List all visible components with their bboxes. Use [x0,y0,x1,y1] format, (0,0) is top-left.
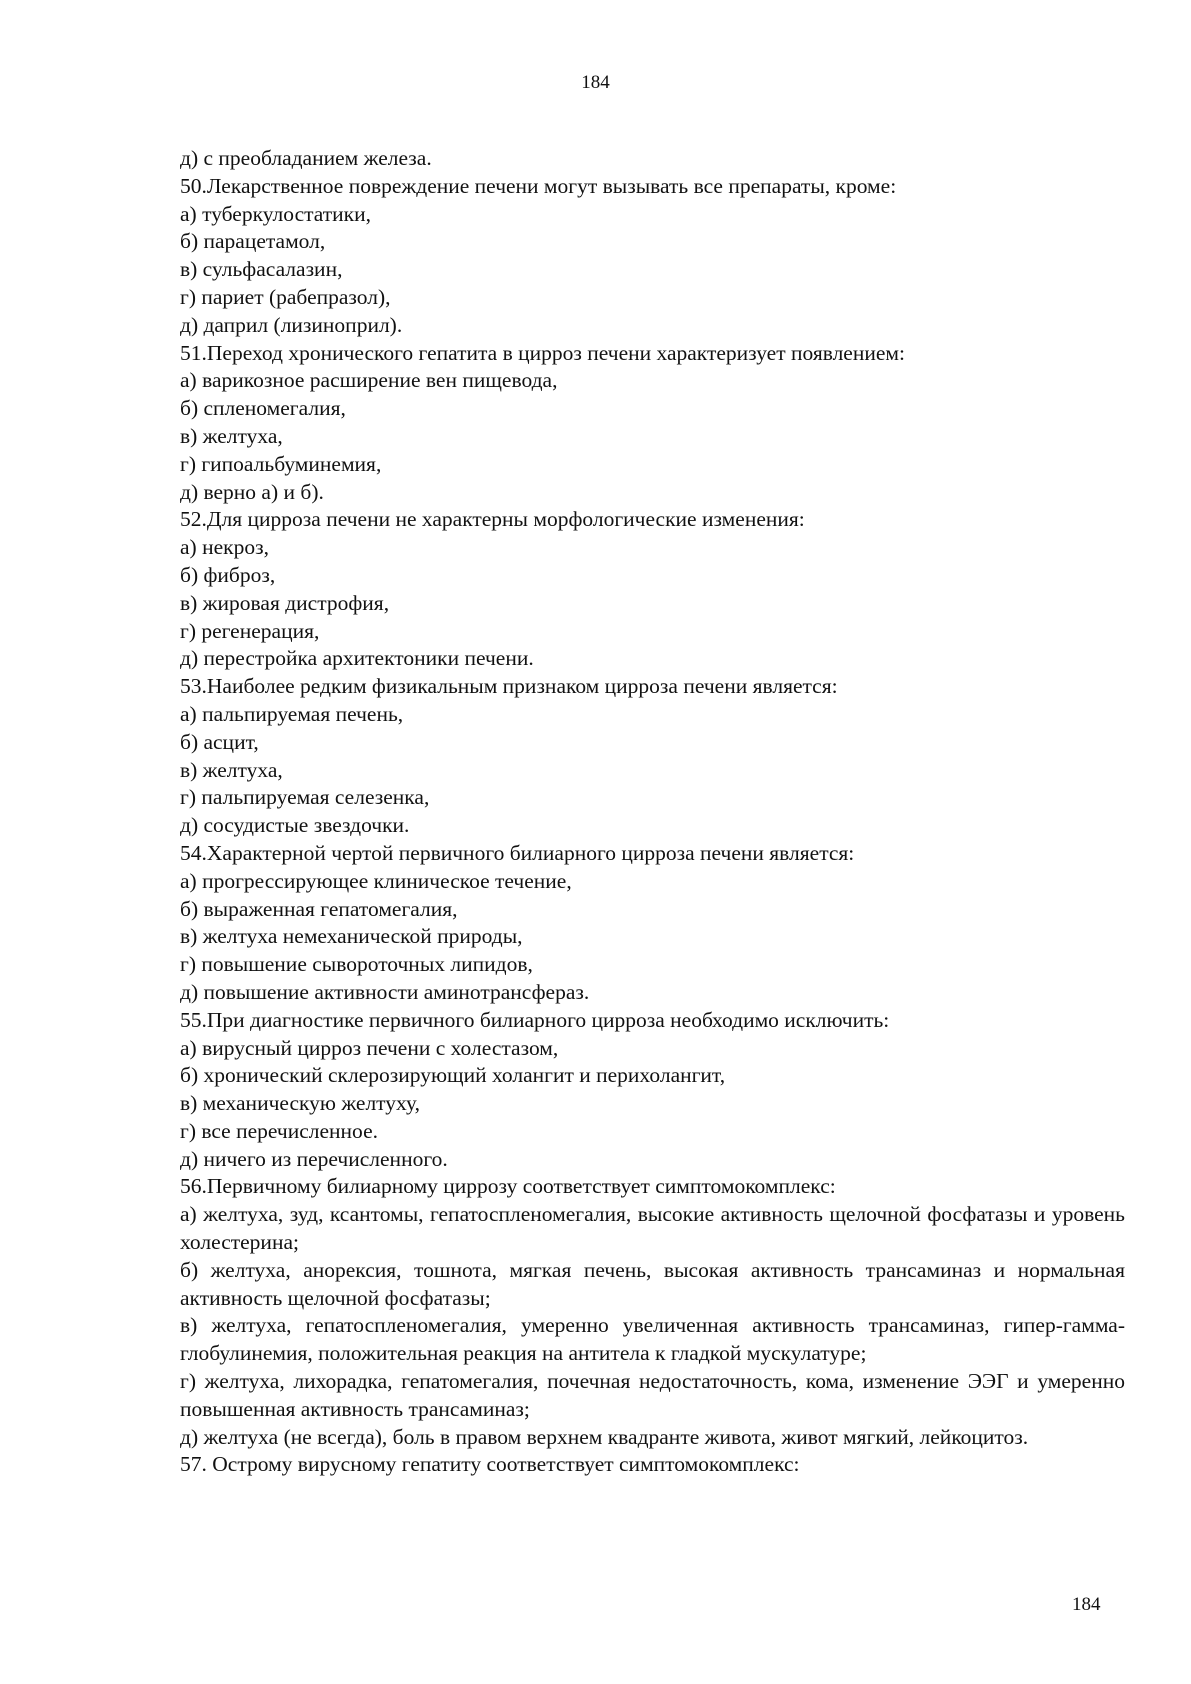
answer-line: б) асцит, [180,729,259,754]
answer-line: а) прогрессирующее клиническое течение, [180,868,572,893]
answer-paragraph: а) желтуха, зуд, ксантомы, гепатоспленомегалия, высокие активность щелочной фосфатазы и уровень холестерина; [180,1202,1125,1255]
answer-paragraph: в) желтуха, гепатоспленомегалия, умеренно увеличенная активность трансаминаз, гипер-гамма-глобулинемия, положительная реакция на антитела к гладкой мускулатуре; [180,1313,1125,1366]
answer-line: д) с преобладанием железа. [180,146,432,170]
answer-line: в) желтуха, [180,757,283,782]
question-line: 51.Переход хронического гепатита в цирроз печени характеризует появлением: [180,340,905,365]
page-number-top: 184 [581,72,610,93]
answer-line: г) регенерация, [180,618,320,643]
answer-line: б) парацетамол, [180,229,326,254]
answer-line: а) вирусный цирроз печени с холестазом, [180,1035,559,1060]
answer-line: г) гипоальбуминемия, [180,451,382,476]
answer-line: д) ничего из перечисленного. [180,1146,448,1171]
answer-line: д) даприл (лизиноприл). [180,312,403,337]
answer-line: г) париет (рабепразол), [180,284,391,309]
answer-line: в) сульфасалазин, [180,257,343,282]
answer-line: б) фиброз, [180,562,276,587]
answer-paragraph: г) желтуха, лихорадка, гепатомегалия, почечная недостаточность, кома, изменение ЭЭГ и умеренно повышенная активность трансаминаз; [180,1369,1125,1421]
answer-line: а) некроз, [180,535,269,560]
question-line: 50.Лекарственное повреждение печени могут вызывать все препараты, кроме: [180,173,897,198]
question-line: 56.Первичному билиарному циррозу соответствует симптомокомплекс: [180,1174,836,1199]
question-line: 54.Характерной чертой первичного билиарного цирроза печени является: [180,840,855,865]
answer-line: г) повышение сывороточных липидов, [180,952,533,977]
answer-line: в) желтуха немеханической природы, [180,924,523,949]
answer-line: а) туберкулостатики, [180,201,371,226]
answer-line: г) пальпируемая селезенка, [180,785,430,810]
page-number-bottom: 184 [1072,1594,1101,1615]
answer-line: в) желтуха, [180,423,283,448]
answer-paragraph: б) желтуха, анорексия, тошнота, мягкая печень, высокая активность трансаминаз и нормальная активность щелочной фосфатазы; [180,1257,1125,1310]
answer-line: б) выраженная гепатомегалия, [180,896,458,921]
answer-line: а) варикозное расширение вен пищевода, [180,368,558,393]
answer-line: а) пальпируемая печень, [180,701,404,726]
answer-line: в) жировая дистрофия, [180,590,390,615]
answer-line: д) верно а) и б). [180,479,324,504]
answer-line: д) сосудистые звездочки. [180,813,410,838]
question-line: 53.Наиболее редким физикальным признаком цирроза печени является: [180,674,838,699]
question-line: 52.Для цирроза печени не характерны морфологические изменения: [180,507,805,532]
question-line: 57. Острому вирусному гепатиту соответствует симптомокомплекс: [180,1452,800,1477]
answer-line: б) хронический склерозирующий холангит и перихолангит, [180,1063,726,1088]
answer-paragraph: д) желтуха (не всегда), боль в правом верхнем квадранте живота, живот мягкий, лейкоцитоз. [180,1424,1029,1449]
document-body [180,145,1125,1479]
answer-line: б) спленомегалия, [180,396,346,421]
answer-line: д) перестройка архитектоники печени. [180,646,534,671]
answer-line: г) все перечисленное. [180,1118,378,1143]
answer-line: д) повышение активности аминотрансфераз. [180,979,590,1004]
answer-line: в) механическую желтуху, [180,1091,420,1116]
question-line: 55.При диагностике первичного билиарного цирроза необходимо исключить: [180,1007,890,1032]
